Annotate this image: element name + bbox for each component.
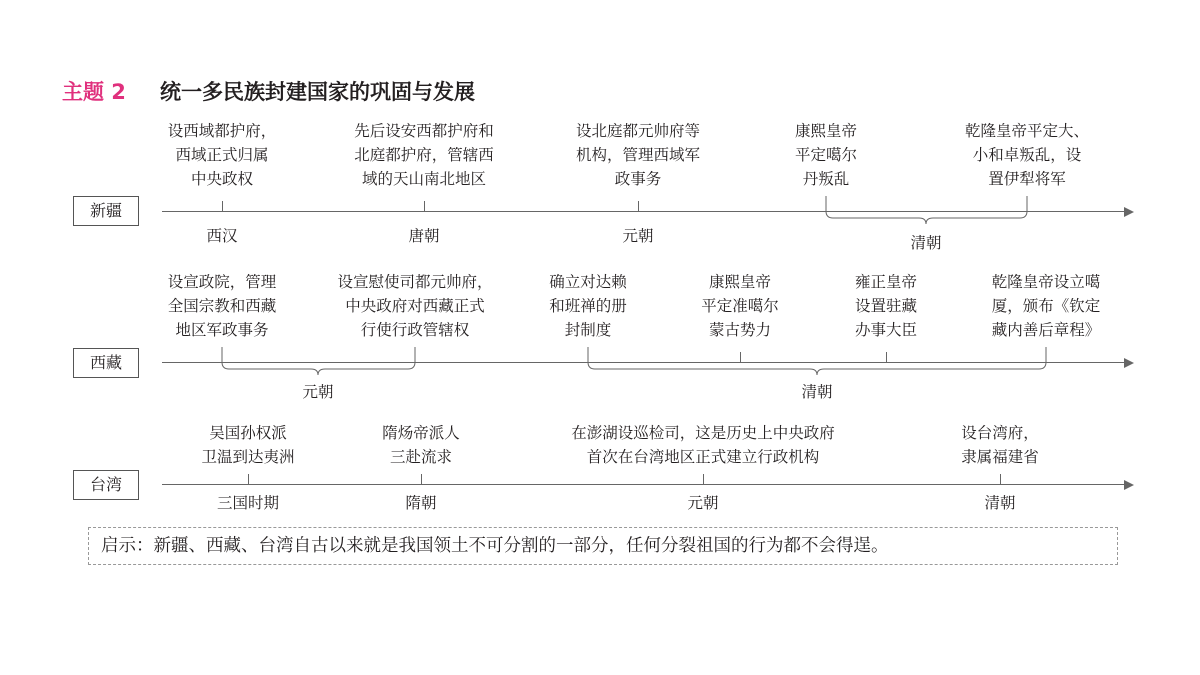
era-taiwan-sanguo: 三国时期 [216, 494, 280, 512]
region-label-taiwan: 台湾 [73, 470, 139, 500]
era-xinjiang-tang: 唐朝 [408, 227, 440, 245]
region-label-xinjiang: 新疆 [73, 196, 139, 226]
page-title: 统一多民族封建国家的巩固与发展 [160, 80, 475, 104]
timeline-axis-taiwan [162, 484, 1124, 485]
event-xinjiang-tang: 先后设安西都护府和 北庭都护府，管辖西 域的天山南北地区 [354, 122, 494, 188]
era-tibet-yuan: 元朝 [302, 383, 334, 401]
conclusion-box: 启示：新疆、西藏、台湾自古以来就是我国领土不可分割的一部分，任何分裂祖国的行为都不会得逞。 [88, 527, 1118, 565]
timeline-arrow-taiwan [1124, 480, 1134, 490]
event-xinjiang-kangxi: 康熙皇帝 平定噶尔 丹叛乱 [794, 122, 858, 188]
event-xinjiang-qianlong: 乾隆皇帝平定大、 小和卓叛乱，设 置伊犁将军 [964, 122, 1090, 188]
event-tibet-qianlong: 乾隆皇帝设立噶 厦，颁布《钦定 藏内善后章程》 [991, 273, 1101, 339]
tick-taiwan-sui [421, 474, 422, 484]
era-xinjiang-yuan: 元朝 [622, 227, 654, 245]
event-taiwan-yuan: 在澎湖设巡检司，这是历史上中央政府 首次在台湾地区正式建立行政机构 [571, 424, 835, 466]
tick-taiwan-qing [1000, 474, 1001, 484]
event-taiwan-qing: 设台湾府， 隶属福建省 [961, 424, 1039, 466]
region-label-tibet: 西藏 [73, 348, 139, 378]
event-taiwan-sui: 隋炀帝派人 三赴流求 [382, 424, 460, 466]
event-tibet-yongzheng: 雍正皇帝 设置驻藏 办事大臣 [854, 273, 918, 339]
era-xinjiang-qing: 清朝 [910, 234, 942, 252]
tick-taiwan-sanguo [248, 474, 249, 484]
event-xinjiang-xihan: 设西域都护府， 西域正式归属 中央政权 [167, 122, 277, 188]
era-taiwan-qing: 清朝 [984, 494, 1016, 512]
era-taiwan-sui: 隋朝 [405, 494, 437, 512]
event-xinjiang-yuan: 设北庭都元帅府等 机构，管理西域军 政事务 [575, 122, 701, 188]
era-xinjiang-xihan: 西汉 [206, 227, 238, 245]
event-tibet-xuanweishisi: 设宣慰使司都元帅府， 中央政府对西藏正式 行使行政管辖权 [337, 273, 493, 339]
era-taiwan-yuan: 元朝 [687, 494, 719, 512]
tick-taiwan-yuan [703, 474, 704, 484]
event-tibet-xuanzhengyuan: 设宣政院，管理 全国宗教和西藏 地区军政事务 [167, 273, 277, 339]
event-tibet-kangxi: 康熙皇帝 平定准噶尔 蒙古势力 [701, 273, 779, 339]
era-tibet-qing: 清朝 [801, 383, 833, 401]
event-tibet-cefeng: 确立对达赖 和班禅的册 封制度 [549, 273, 627, 339]
event-taiwan-sanguo: 吴国孙权派 卫温到达夷洲 [201, 424, 295, 466]
topic-number: 主题 2 [62, 80, 126, 104]
